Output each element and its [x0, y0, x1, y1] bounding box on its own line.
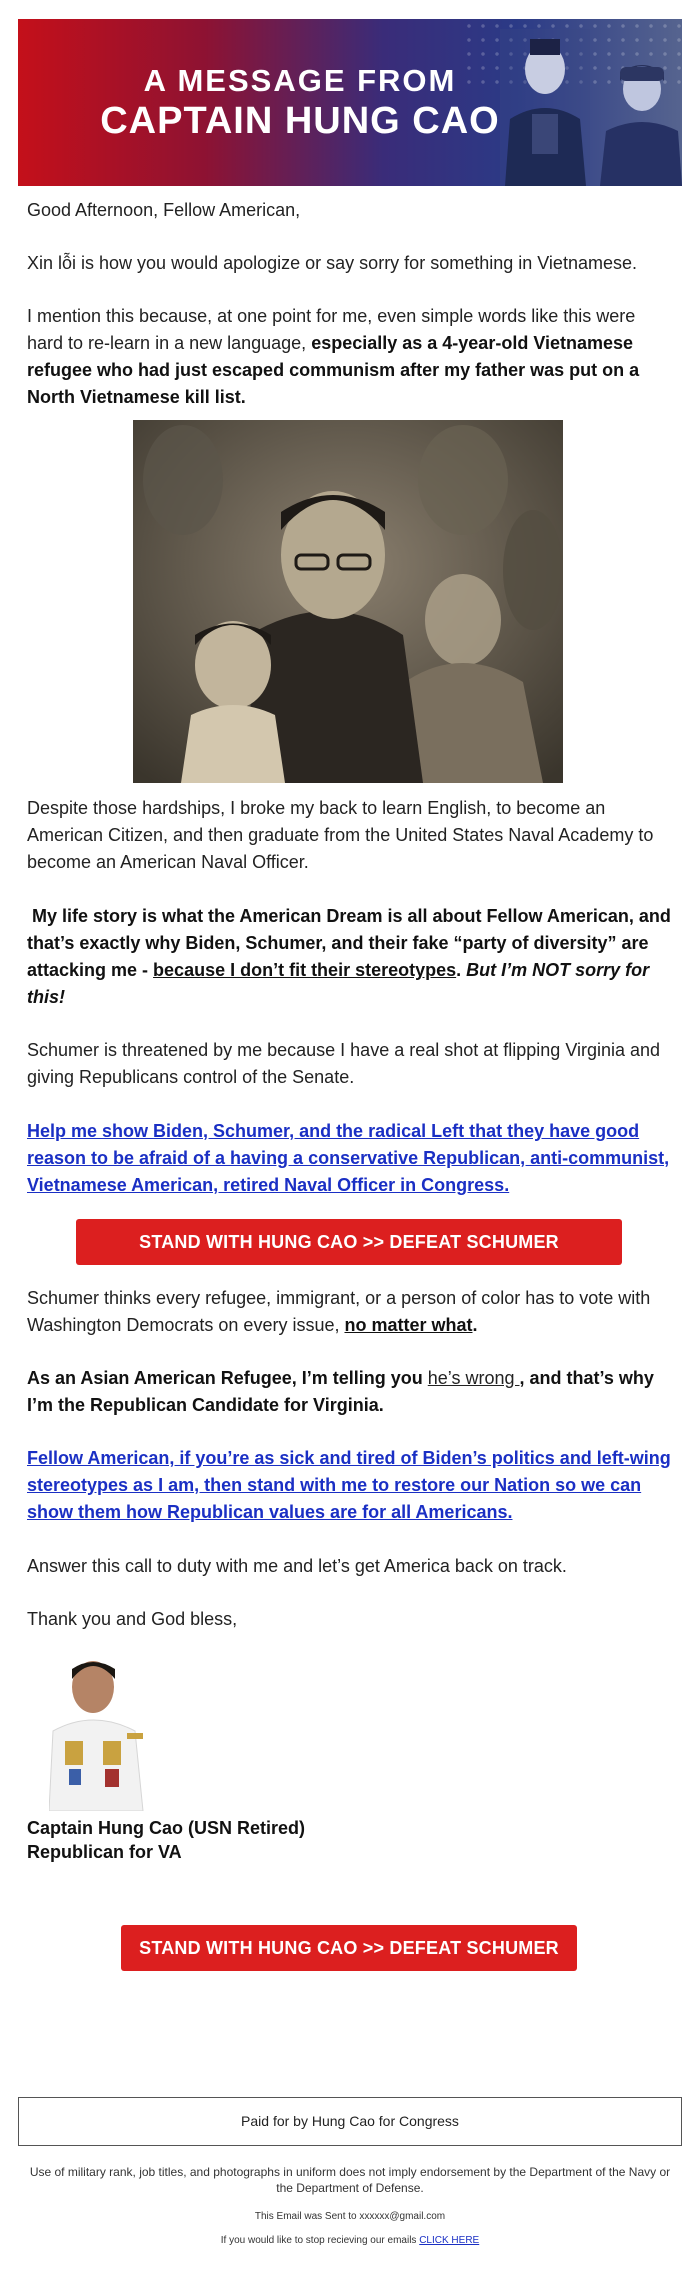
donate-link-2[interactable]: Fellow American, if you’re as sick and tired of Biden’s politics and left-wing stereotypes as I am, then stand with me to restore our Nation so we can show them how Republican values are for all Americans. [27, 1448, 671, 1522]
paragraph-american-dream [27, 903, 673, 1011]
paragraph-schumer-threatened: Schumer is threatened by me because I have a real shot at flipping Virginia and giving Republicans control of the Senate. [27, 1040, 661, 1087]
paragraph-apology: Xin lỗi is how you would apologize or say sorry for something in Vietnamese. [27, 253, 637, 273]
stand-with-hung-cao-button-2[interactable]: STAND WITH HUNG CAO >> DEFEAT SCHUMER [121, 1925, 577, 1971]
signature-role: Republican for VA [27, 1842, 182, 1862]
asian-american-bold-b: , and that’s why I’m the Republican Candidate for Virginia. [27, 1368, 654, 1415]
american-dream-period: . [456, 960, 462, 980]
paragraph-call-to-duty: Answer this call to duty with me and let’s get America back on track. [27, 1556, 567, 1576]
american-dream-bold: My life story is what the American Dream is all about Fellow American, and that’s exactly why Biden, Schumer, and their fake “party of diversity” are attacking me - [27, 906, 671, 980]
asian-american-bold-a: As an Asian American Refugee, I’m telling you [27, 1368, 428, 1388]
paragraph-refugee [27, 303, 673, 411]
donate-link-1[interactable]: Help me show Biden, Schumer, and the radical Left that they have good reason to be afraid of a having a conservative Republican, anti-communist, Vietnamese American, retired Naval Officer in Congress. [27, 1121, 670, 1195]
schumer-thinks-end: . [472, 1315, 478, 1335]
banner-title-line1: A MESSAGE FROM [143, 63, 457, 98]
unsubscribe-text: If you would like to stop recieving our emails [220, 2235, 420, 2246]
unsubscribe-line [20, 2235, 680, 2246]
greeting: Good Afternoon, Fellow American, [27, 200, 301, 220]
sent-to-notice: This Email was Sent to xxxxxx@gmail.com [254, 2211, 446, 2222]
closing: Thank you and God bless, [27, 1609, 238, 1629]
stereotypes-underlined: because I don’t fit their stereotypes [153, 960, 457, 980]
paragraph-refugee-bold: especially as a 4-year-old Vietnamese refugee who had just escaped communism after my father was put on a North Vietnamese kill list. [27, 333, 640, 407]
paragraph-asian-american [27, 1365, 673, 1419]
captain-portrait-photo [49, 1649, 174, 1811]
not-sorry-italic: But I’m NOT sorry for this! [27, 960, 650, 1007]
paragraph-schumer-thinks [27, 1285, 673, 1339]
unsubscribe-link[interactable]: CLICK HERE [419, 2235, 480, 2246]
military-disclaimer: Use of military rank, job titles, and photographs in uniform does not imply endorsement by the Department of the Navy or the Department of Defense. [29, 2165, 671, 2195]
banner-title-line2: CAPTAIN HUNG CAO [100, 100, 500, 142]
signature-name: Captain Hung Cao (USN Retired) [27, 1818, 306, 1838]
schumer-thinks-text: Schumer thinks every refugee, immigrant, or a person of color has to vote with Washington Democrats on every issue, [27, 1288, 651, 1335]
soldier-portrait-image [500, 29, 590, 186]
stand-with-hung-cao-button-1[interactable]: STAND WITH HUNG CAO >> DEFEAT SCHUMER [76, 1219, 622, 1265]
paragraph-refugee-text: I mention this because, at one point for me, even simple words like this were hard to re-learn in a new language, [27, 306, 636, 353]
paragraph-hardships: Despite those hardships, I broke my back to learn English, to become an American Citizen, and then graduate from the United States Naval Academy to become an American Naval Officer. [27, 798, 654, 872]
header-banner [18, 19, 682, 186]
hes-wrong-underlined: he’s wrong [427, 1368, 520, 1388]
no-matter-what-underlined: no matter what [344, 1315, 473, 1335]
family-photo [133, 420, 563, 783]
paid-for-box: Paid for by Hung Cao for Congress [18, 2097, 682, 2146]
soldier-helmet-image [600, 51, 682, 186]
